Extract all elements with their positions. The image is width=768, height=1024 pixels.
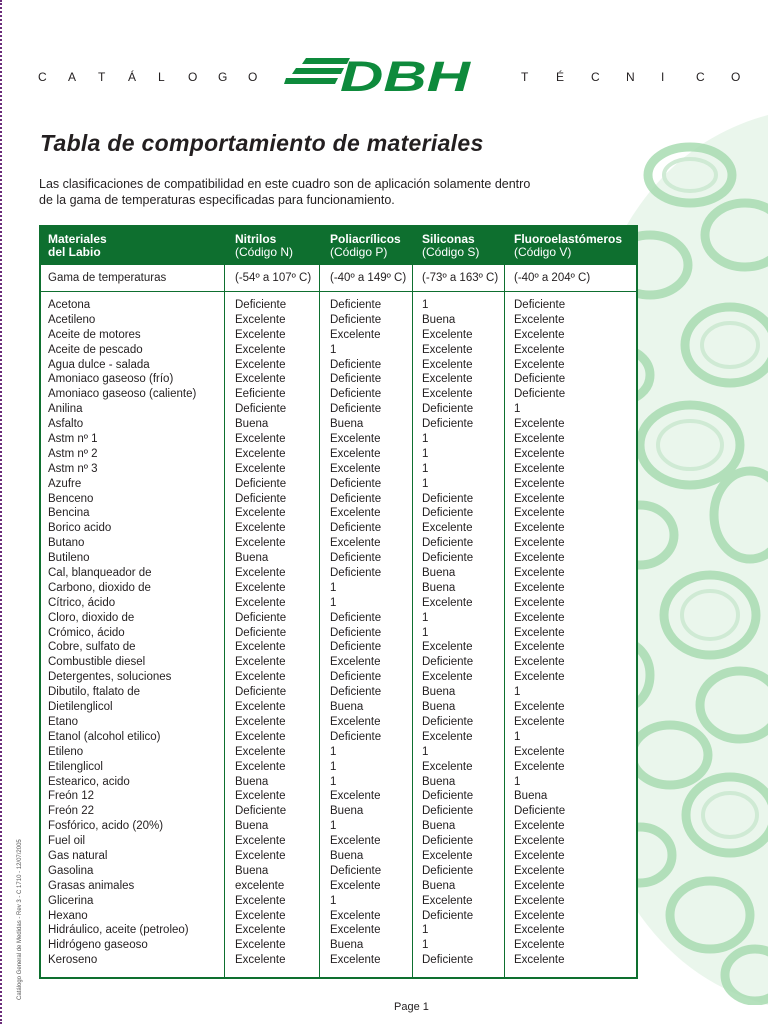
rating-cell: Buena [235,418,269,431]
header-letter: C [696,70,705,84]
rating-cell: Excelente [422,522,473,535]
rating-cell: Excelente [235,835,286,848]
material-name: Hidráulico, aceite (petroleo) [48,924,189,937]
rating-cell: Excelente [514,522,565,535]
rating-cell: Excelente [422,596,473,609]
rating-cell: Excelente [330,447,381,460]
column-header-name: Materiales [48,232,107,246]
rating-cell: Excelente [330,328,381,341]
rating-cell: Excelente [235,909,286,922]
rating-cell: Deficiente [422,537,474,550]
rating-cell: Excelente [235,328,286,341]
rating-cell: 1 [330,760,337,773]
rating-cell: Excelente [235,567,286,580]
rating-cell: Excelente [422,328,473,341]
temp-range-poliacrilicos: (-40º a 149º C) [330,272,407,284]
rating-cell: Excelente [330,715,381,728]
rating-cell: Deficiente [422,805,474,818]
rating-cell: Deficiente [330,388,382,401]
rating-cell: Excelente [514,328,565,341]
poliacrilicos-column [330,298,381,968]
material-name: Cítrico, ácido [48,596,116,609]
rating-cell: Excelente [235,581,286,594]
rating-cell: Excelente [514,820,565,833]
column-header-name: Nitrilos [235,232,277,246]
material-name: Borico acido [48,522,112,535]
material-name: Etileno [48,745,84,758]
rating-cell: Excelente [235,433,286,446]
rating-cell: Excelente [514,909,565,922]
dbh-logo [284,55,476,95]
header-letter: C [591,70,600,84]
material-name: Estearico, acido [48,775,130,788]
rating-cell: Excelente [235,313,286,326]
material-name: Etilenglicol [48,760,103,773]
rating-cell: 1 [422,939,429,952]
rating-cell: Deficiente [422,835,474,848]
rating-cell: Deficiente [330,567,382,580]
rating-cell: Excelente [514,641,565,654]
material-name: Etano [48,715,79,728]
rating-cell: 1 [422,462,429,475]
rating-cell: Deficiente [330,299,382,311]
rating-cell: Buena [235,775,269,788]
nitrilos-column [235,298,286,968]
column-divider [504,265,505,977]
rating-cell: Excelente [235,358,286,371]
rating-cell: Deficiente [330,313,382,326]
rating-cell: Excelente [514,433,565,446]
material-name: Astm nº 3 [48,462,98,475]
page-number: Page 1 [394,1001,429,1013]
rating-cell: Deficiente [422,790,474,803]
logo-text: DBH [340,55,472,95]
rating-cell: Excelente [235,701,286,714]
rating-cell: Buena [235,820,269,833]
rating-cell: Excelente [235,790,286,803]
rating-cell: Excelente [235,671,286,684]
rating-cell: Excelente [514,954,565,967]
material-name: Cal, blanqueador de [48,567,152,580]
rating-cell: Deficiente [514,299,566,311]
rating-cell: 1 [422,626,429,639]
temp-row-label: Gama de temperaturas [48,272,167,284]
rating-cell: Excelente [514,626,565,639]
rating-cell: Deficiente [330,671,382,684]
rating-cell: Excelente [514,537,565,550]
rating-cell: Excelente [235,596,286,609]
rating-cell: Excelente [235,730,286,743]
header-letter: A [68,70,77,84]
materials-table [39,225,638,979]
column-divider [224,265,225,977]
rating-cell: Excelente [330,537,381,550]
rating-cell: Excelente [422,373,473,386]
intro-paragraph: Las clasificaciones de compatibilidad en este cuadro son de aplicación solamente dentro de la gama de temperaturas especificadas para funcionamiento. [39,177,531,207]
rating-cell: Buena [330,805,364,818]
material-name: Dietilenglicol [48,701,113,714]
rating-cell: Excelente [330,656,381,669]
rating-cell: Buena [422,820,456,833]
rating-cell: 1 [514,686,521,699]
rating-cell: Deficiente [330,552,382,565]
column-header-name: Fluoroelastómeros [514,232,623,246]
rating-cell: Excelente [330,879,381,892]
material-name: Grasas animales [48,879,135,892]
rating-cell: 1 [330,894,337,907]
row-divider [41,291,636,292]
rating-cell: Deficiente [422,552,474,565]
rating-cell: Excelente [514,611,565,624]
material-name: Agua dulce - salada [48,358,150,371]
rating-cell: Buena [422,581,456,594]
rating-cell: Excelente [514,701,565,714]
material-name: Fuel oil [48,835,86,848]
rating-cell: Buena [514,790,548,803]
rating-cell: Deficiente [235,403,287,416]
rating-cell: Excelente [514,745,565,758]
rating-cell: Excelente [514,760,565,773]
material-name: Hidrógeno gaseoso [48,939,148,952]
rating-cell: Excelente [235,894,286,907]
rating-cell: Excelente [514,939,565,952]
material-name: Bencina [48,507,90,520]
material-name: Aceite de motores [48,328,141,341]
page-edge-dots [0,0,6,1024]
header-letter: O [248,70,258,84]
rating-cell: Excelente [422,343,473,356]
rating-cell: 1 [422,924,429,937]
rating-cell: Buena [235,864,269,877]
rating-cell: Buena [330,701,364,714]
rating-cell: Deficiente [235,686,287,699]
rating-cell: Excelente [235,760,286,773]
material-name: Gas natural [48,849,108,862]
rating-cell: Deficiente [422,864,474,877]
rating-cell: excelente [235,879,285,892]
rating-cell: Excelente [514,596,565,609]
rating-cell: Excelente [422,849,473,862]
material-name: Hexano [48,909,88,922]
rating-cell: Excelente [235,745,286,758]
rating-cell: Excelente [514,581,565,594]
rating-cell: Excelente [514,924,565,937]
rating-cell: Excelente [514,507,565,520]
rating-cell: Deficiente [330,403,382,416]
material-name: Crómico, ácido [48,626,125,639]
header-letter: É [556,70,565,84]
material-name: Freón 12 [48,790,95,803]
column-header-fluoroelastomeros [514,233,622,259]
rating-cell: Deficiente [422,954,474,967]
rating-cell: 1 [330,745,337,758]
header-letter: O [731,70,741,84]
header-letter: G [218,70,228,84]
page-title: Tabla de comportamiento de materiales [40,130,484,156]
temp-range-fluoro: (-40º a 204º C) [514,272,591,284]
rating-cell: Deficiente [422,418,474,431]
material-name: Astm nº 1 [48,433,98,446]
column-divider [412,265,413,977]
rating-cell: Excelente [514,879,565,892]
table-header [41,227,636,265]
rating-cell: Deficiente [235,611,287,624]
material-name: Asfalto [48,418,84,431]
rating-cell: 1 [514,775,521,788]
rating-cell: Excelente [514,343,565,356]
rating-cell: 1 [422,611,429,624]
material-name: Amoniaco gaseoso (caliente) [48,388,197,401]
rating-cell: Excelente [422,760,473,773]
rating-cell: Deficiente [422,492,474,505]
rating-cell: Excelente [330,835,381,848]
rating-cell: Excelente [422,641,473,654]
rating-cell: Deficiente [235,805,287,818]
rating-cell: Excelente [514,358,565,371]
rating-cell: Deficiente [330,730,382,743]
rating-cell: Excelente [514,894,565,907]
rating-cell: Excelente [330,924,381,937]
rating-cell: Deficiente [514,373,566,386]
rating-cell: 1 [422,447,429,460]
rating-cell: Excelente [330,462,381,475]
rating-cell: Deficiente [330,864,382,877]
rating-cell: Excelente [514,462,565,475]
rating-cell: Excelente [330,909,381,922]
material-name: Dibutilo, ftalato de [48,686,141,699]
rating-cell: Excelente [235,507,286,520]
header-letter: C [38,70,47,84]
rating-cell: 1 [422,299,429,311]
column-header-sub: (Código N) [235,245,294,259]
rating-cell: Deficiente [235,492,287,505]
rating-cell: Buena [422,879,456,892]
header-letter: N [626,70,635,84]
column-divider [319,265,320,977]
header-letter: Á [128,70,137,84]
material-name: Combustible diesel [48,656,146,669]
rating-cell: Deficiente [330,611,382,624]
material-name: Butileno [48,552,90,565]
catalog-header [0,55,768,95]
header-letter: L [158,70,165,84]
rating-cell: Excelente [235,954,286,967]
rating-cell: Excelente [235,373,286,386]
material-name: Azufre [48,477,82,490]
rating-cell: Excelente [422,671,473,684]
column-header-name: Poliacrílicos [330,232,401,246]
rating-cell: Deficiente [330,373,382,386]
rating-cell: Excelente [514,715,565,728]
material-name: Amoniaco gaseoso (frío) [48,373,174,386]
material-name: Keroseno [48,954,98,967]
rating-cell: Excelente [514,313,565,326]
material-name: Cobre, sulfato de [48,641,136,654]
rating-cell: Excelente [330,954,381,967]
rating-cell: Buena [330,939,364,952]
rating-cell: Excelente [514,552,565,565]
material-name: Aceite de pescado [48,343,143,356]
header-letter: I [661,70,665,84]
rating-cell: Excelente [330,790,381,803]
rating-cell: 1 [422,433,429,446]
rating-cell: Buena [422,775,456,788]
rating-cell: Deficiente [330,522,382,535]
temp-range-siliconas: (-73º a 163º C) [422,272,499,284]
material-name: Freón 22 [48,805,95,818]
rating-cell: Excelente [514,567,565,580]
column-header-siliconas [422,233,479,259]
rating-cell: Eeficiente [235,388,286,401]
rating-cell: Buena [422,567,456,580]
rating-cell: 1 [330,596,337,609]
rating-cell: Buena [422,686,456,699]
rating-cell: Deficiente [422,656,474,669]
rating-cell: Deficiente [330,492,382,505]
material-name: Benceno [48,492,94,505]
material-name: Fosfórico, acido (20%) [48,820,164,833]
rating-cell: Deficiente [422,715,474,728]
rating-cell: Deficiente [235,477,287,490]
header-letter: T [98,70,106,84]
material-name: Anilina [48,403,83,416]
rating-cell: Buena [422,701,456,714]
rating-cell: Excelente [330,433,381,446]
rating-cell: 1 [330,343,337,356]
rating-cell: Excelente [235,715,286,728]
rating-cell: Excelente [235,522,286,535]
rating-cell: Excelente [235,656,286,669]
column-header-sub: (Código S) [422,245,480,259]
rating-cell: Excelente [422,388,473,401]
material-name: Butano [48,537,85,550]
rating-cell: Buena [330,418,364,431]
fluoro-column [514,298,565,968]
rating-cell: Excelente [235,462,286,475]
rating-cell: Excelente [422,894,473,907]
material-name: Detergentes, soluciones [48,671,172,684]
rating-cell: 1 [330,820,337,833]
rating-cell: Excelente [514,492,565,505]
material-name: Etanol (alcohol etilico) [48,730,161,743]
rating-cell: Excelente [422,358,473,371]
rating-cell: Deficiente [514,805,566,818]
rating-cell: Deficiente [422,403,474,416]
rating-cell: Excelente [514,418,565,431]
rating-cell: Excelente [514,671,565,684]
material-name: Astm nº 2 [48,447,98,460]
rating-cell: Excelente [235,447,286,460]
siliconas-column [422,298,473,968]
header-letter: O [188,70,198,84]
material-name: Gasolina [48,864,94,877]
rating-cell: Excelente [514,447,565,460]
rating-cell: Deficiente [422,909,474,922]
rating-cell: Excelente [422,730,473,743]
side-footnote: Catálogo General de Medidas - Rev 3 - C 1710 - 12/07/2005 [17,839,23,1000]
rating-cell: 1 [514,730,521,743]
rating-cell: Buena [422,313,456,326]
rating-cell: Deficiente [330,686,382,699]
column-header-sub: del Labio [48,245,101,259]
rating-cell: Deficiente [235,626,287,639]
rating-cell: 1 [514,403,521,416]
column-header-nitrilos [235,233,293,259]
column-header-sub: (Código V) [514,245,572,259]
rating-cell: 1 [422,745,429,758]
materials-column [48,298,196,968]
material-name: Acetileno [48,313,96,326]
rating-cell: Excelente [514,835,565,848]
rating-cell: Excelente [235,343,286,356]
material-name: Cloro, dioxido de [48,611,135,624]
rating-cell: Excelente [514,864,565,877]
material-name: Acetona [48,299,91,311]
rating-cell: Excelente [235,924,286,937]
material-name: Carbono, dioxido de [48,581,151,594]
rating-cell: Excelente [235,939,286,952]
rating-cell: Deficiente [330,641,382,654]
rating-cell: 1 [422,477,429,490]
header-letter: T [521,70,529,84]
rating-cell: 1 [330,581,337,594]
rating-cell: Excelente [235,849,286,862]
rating-cell: Deficiente [235,299,287,311]
rating-cell: Buena [330,849,364,862]
rating-cell: Excelente [235,641,286,654]
rating-cell: Deficiente [514,388,566,401]
column-header-sub: (Código P) [330,245,388,259]
material-name: Glicerina [48,894,94,907]
rating-cell: Excelente [235,537,286,550]
rating-cell: 1 [330,775,337,788]
rating-cell: Deficiente [330,477,382,490]
column-header-poliacrilicos [330,233,401,259]
rating-cell: Excelente [514,849,565,862]
column-header-name: Siliconas [422,232,475,246]
rating-cell: Excelente [514,477,565,490]
rating-cell: Buena [235,552,269,565]
rating-cell: Deficiente [422,507,474,520]
rating-cell: Deficiente [330,358,382,371]
temp-range-nitrilos: (-54º a 107º C) [235,272,312,284]
rating-cell: Deficiente [330,626,382,639]
column-header-materiales [48,233,107,259]
rating-cell: Excelente [330,507,381,520]
rating-cell: Excelente [514,656,565,669]
